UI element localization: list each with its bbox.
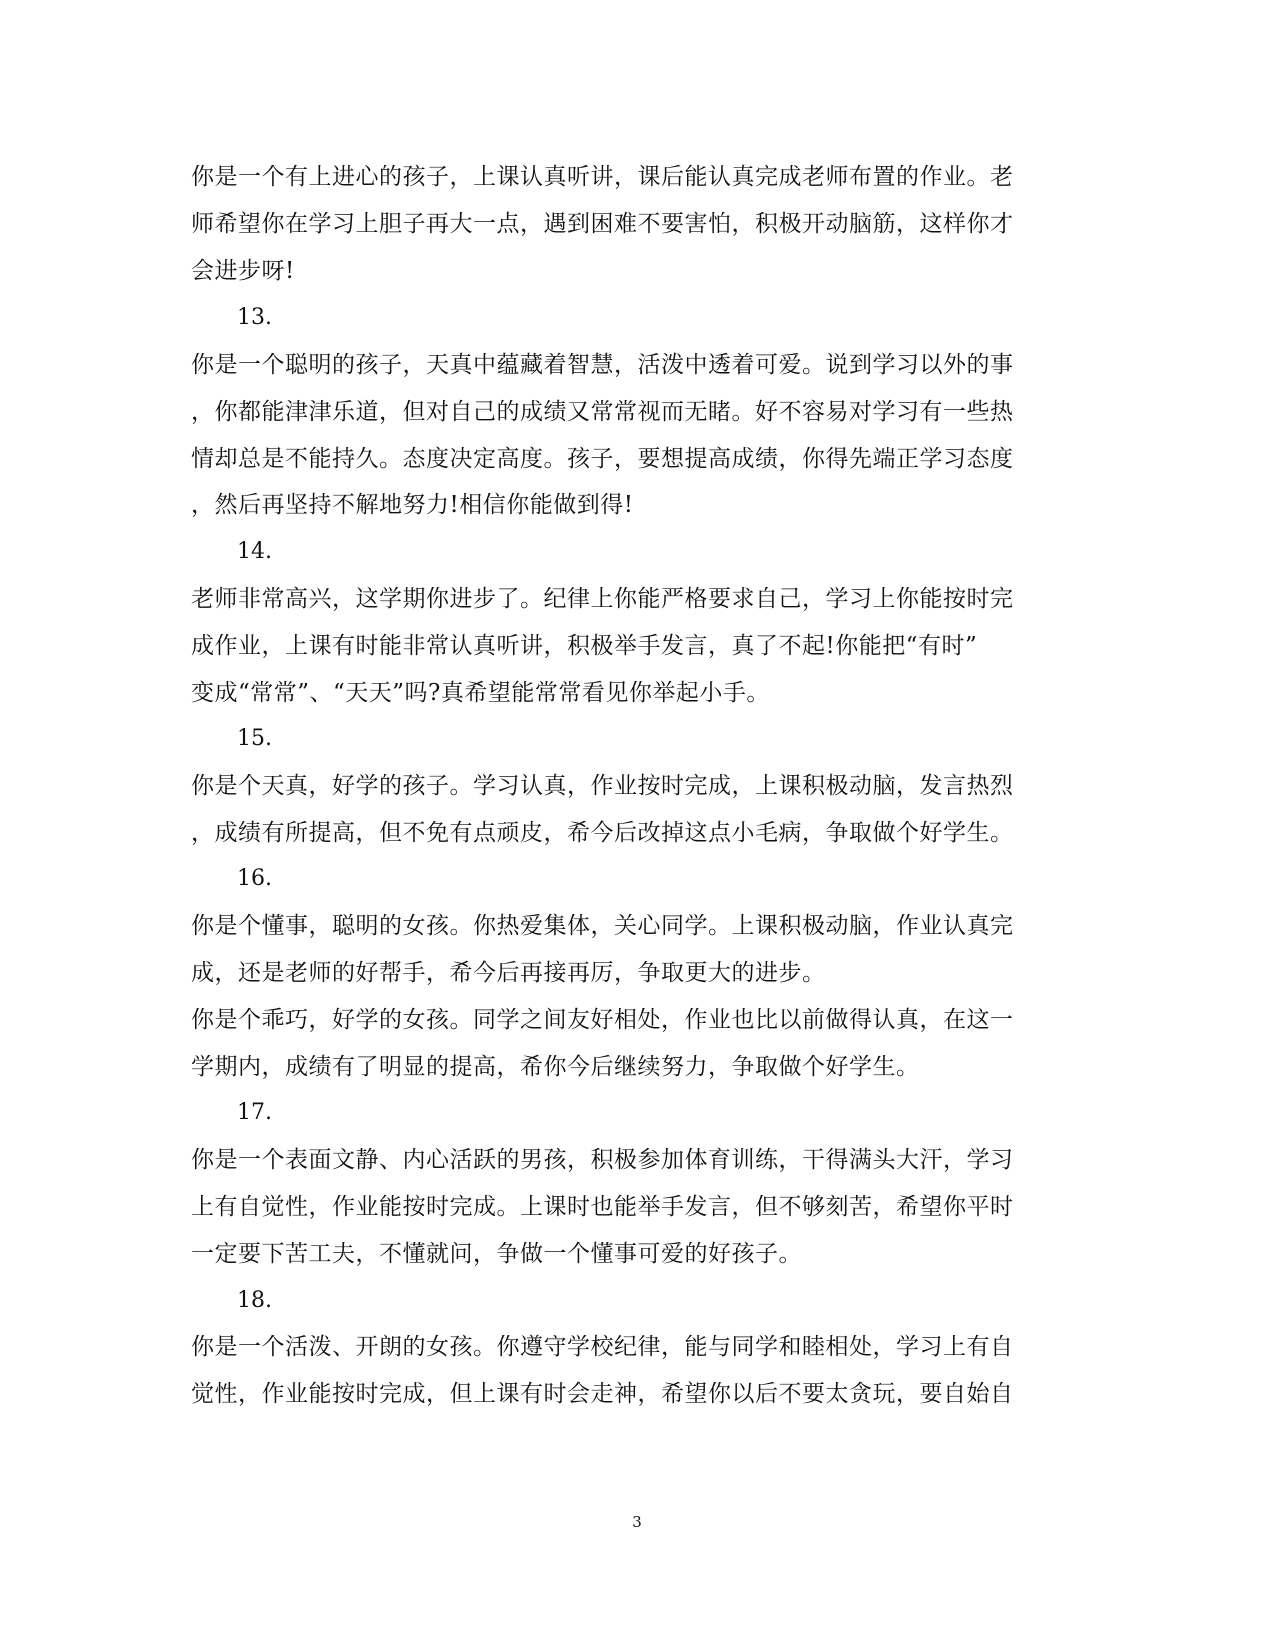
item-number: 18. [237,1288,272,1313]
page-number: 3 [632,1513,642,1531]
item-number: 17. [237,1100,272,1125]
paragraph-line: 变成“常常”、“天天”吗?真希望能常常看见你举起小手。 [191,680,770,706]
paragraph-line: 你是一个表面文静、内心活跃的男孩，积极参加体育训练，干得满头大汗，学习 [191,1147,1014,1173]
paragraph-line: 上有自觉性，作业能按时完成。上课时也能举手发言，但不够刻苦，希望你平时 [191,1194,1014,1220]
paragraph-line: 情却总是不能持久。态度决定高度。孩子，要想提高成绩，你得先端正学习态度 [191,446,1014,472]
item-number: 16. [237,866,272,891]
paragraph-line: ，成绩有所提高，但不免有点顽皮，希今后改掉这点小毛病，争取做个好学生。 [191,820,1014,846]
paragraph-line: 你是一个聪明的孩子，天真中蕴藏着智慧，活泼中透着可爱。说到学习以外的事 [191,352,1014,378]
item-number: 15. [237,726,272,751]
paragraph-line: 你是一个活泼、开朗的女孩。你遵守学校纪律，能与同学和睦相处，学习上有自 [191,1334,1014,1360]
paragraph-line: 你是个懂事，聪明的女孩。你热爱集体，关心同学。上课积极动脑，作业认真完 [191,913,1014,939]
paragraph-line: 成作业，上课有时能非常认真听讲，积极举手发言，真了不起!你能把“有时” [191,633,978,659]
paragraph-line: 你是个乖巧，好学的女孩。同学之间友好相处，作业也比以前做得认真，在这一 [191,1007,1014,1033]
paragraph-line: 会进步呀! [191,258,295,284]
paragraph-line: 你是个天真，好学的孩子。学习认真，作业按时完成，上课积极动脑，发言热烈 [191,773,1014,799]
paragraph-line: 觉性，作业能按时完成，但上课有时会走神，希望你以后不要太贪玩，要自始自 [191,1381,1014,1407]
paragraph-line: 你是一个有上进心的孩子，上课认真听讲，课后能认真完成老师布置的作业。老 [191,164,1014,190]
paragraph-line: ，你都能津津乐道，但对自己的成绩又常常视而无睹。好不容易对学习有一些热 [191,399,1014,425]
paragraph-line: 师希望你在学习上胆子再大一点，遇到困难不要害怕，积极开动脑筋，这样你才 [191,211,1014,237]
item-number: 13. [237,305,272,330]
paragraph-line: 成，还是老师的好帮手，希今后再接再厉，争取更大的进步。 [191,960,826,986]
item-number: 14. [237,539,272,564]
paragraph-line: 一定要下苦工夫，不懂就问，争做一个懂事可爱的好孩子。 [191,1241,802,1267]
paragraph-line: ，然后再坚持不解地努力!相信你能做到得! [191,492,634,518]
paragraph-line: 老师非常高兴，这学期你进步了。纪律上你能严格要求自己，学习上你能按时完 [191,586,1014,612]
paragraph-line: 学期内，成绩有了明显的提高，希你今后继续努力，争取做个好学生。 [191,1054,920,1080]
